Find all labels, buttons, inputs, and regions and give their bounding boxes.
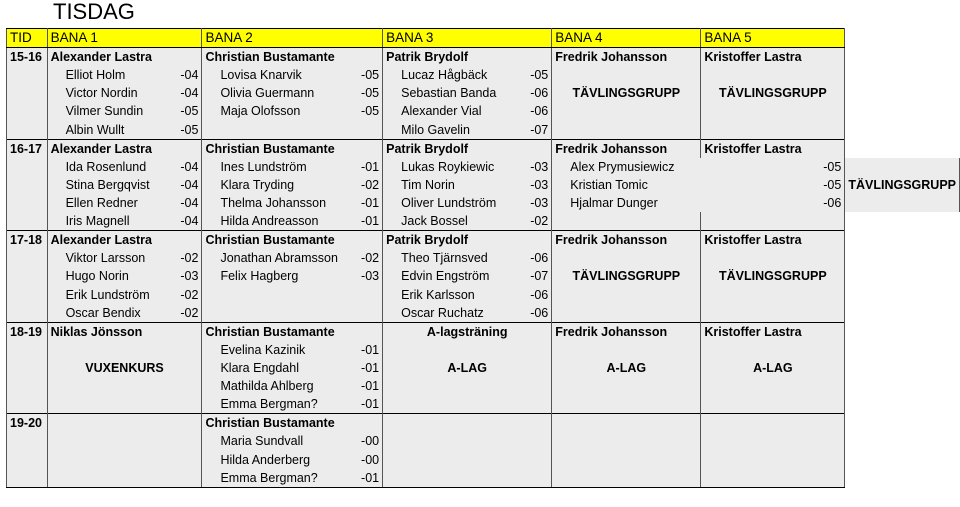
table-row: [7, 432, 960, 450]
player-name: Sebastian Banda: [383, 84, 516, 102]
empty-cell: [167, 377, 202, 395]
empty-cell: [701, 66, 845, 84]
time-cell: 18-19: [7, 322, 48, 341]
lane-1-leader: Niklas Jönsson: [47, 322, 202, 341]
player-name: Erik Lundström: [47, 286, 167, 304]
lane-4-leader: Fredrik Johansson: [552, 139, 701, 158]
time-cell: 15-16: [7, 48, 48, 67]
time-cell: [7, 469, 48, 488]
empty-cell: [167, 341, 202, 359]
birth-year: -06: [516, 102, 552, 120]
empty-cell: [552, 341, 701, 359]
table-row: [7, 249, 960, 267]
player-name: Lukas Roykiewic: [383, 158, 516, 176]
lane-1-leader: Alexander Lastra: [47, 231, 202, 250]
birth-year: -01: [347, 341, 383, 359]
time-block-leader-row: [7, 322, 960, 341]
birth-year: -02: [167, 249, 202, 267]
birth-year: -01: [347, 212, 383, 231]
time-cell: [7, 121, 48, 140]
time-cell: [7, 304, 48, 323]
birth-year: -05: [167, 121, 202, 140]
empty-cell: [347, 304, 383, 323]
table-row: [7, 395, 960, 414]
lane-1-leader: Alexander Lastra: [47, 48, 202, 67]
empty-cell: [552, 212, 701, 231]
lane-4-leader: Fredrik Johansson: [552, 322, 701, 341]
header-cell-bana-4: BANA 4: [552, 29, 701, 48]
empty-cell: [383, 395, 516, 414]
time-cell: [7, 158, 48, 176]
birth-year: -01: [347, 469, 383, 488]
player-name: Hjalmar Dunger: [552, 194, 701, 212]
birth-year: -07: [516, 267, 552, 285]
time-cell: 17-18: [7, 231, 48, 250]
time-cell: [7, 102, 48, 120]
birth-year: -06: [516, 286, 552, 304]
time-cell: [7, 194, 48, 212]
group-label: A-LAG: [383, 359, 552, 377]
player-name: Elliot Holm: [47, 66, 167, 84]
player-name: Klara Engdahl: [202, 359, 347, 377]
table-row: [7, 102, 960, 120]
birth-year: -05: [516, 66, 552, 84]
time-cell: [7, 450, 48, 468]
time-cell: [7, 176, 48, 194]
lane-5-leader: Kristoffer Lastra: [701, 322, 845, 341]
time-cell: [7, 249, 48, 267]
lane-4-leader: Fredrik Johansson: [552, 48, 701, 67]
lane-4-leader: [552, 414, 701, 433]
empty-cell: [383, 450, 516, 468]
lane-1-leader: [47, 414, 202, 433]
empty-cell: [202, 286, 347, 304]
empty-cell: [47, 341, 167, 359]
table-row: [7, 341, 960, 359]
birth-year: -05: [701, 158, 845, 176]
player-name: Olivia Guermann: [202, 84, 347, 102]
empty-cell: [701, 304, 845, 323]
group-label: A-LAG: [552, 359, 701, 377]
time-block-leader-row: [7, 231, 960, 250]
birth-year: -03: [347, 267, 383, 285]
time-block-leader-row: [7, 414, 960, 433]
birth-year: -06: [701, 194, 845, 212]
time-cell: [7, 66, 48, 84]
lane-2-leader: Christian Bustamante: [202, 231, 383, 250]
header-cell-tid: TID: [7, 29, 48, 48]
player-name: Jack Bossel: [383, 212, 516, 231]
lane-1-leader: Alexander Lastra: [47, 139, 202, 158]
empty-cell: [167, 395, 202, 414]
empty-cell: [47, 450, 167, 468]
player-name: Erik Karlsson: [383, 286, 516, 304]
empty-cell: [47, 395, 167, 414]
table-row: [7, 377, 960, 395]
table-row: [7, 84, 960, 102]
empty-cell: [701, 102, 845, 120]
player-name: Thelma Johansson: [202, 194, 347, 212]
player-name: Tim Norin: [383, 176, 516, 194]
empty-cell: [383, 432, 516, 450]
player-name: Ines Lundström: [202, 158, 347, 176]
player-name: Hilda Anderberg: [202, 450, 347, 468]
empty-cell: [516, 341, 552, 359]
empty-cell: [701, 377, 845, 395]
empty-cell: [845, 194, 960, 212]
birth-year: -01: [347, 158, 383, 176]
time-cell: [7, 341, 48, 359]
birth-year: -01: [347, 359, 383, 377]
lane-5-leader: Kristoffer Lastra: [701, 48, 845, 67]
empty-cell: [47, 432, 167, 450]
empty-cell: [552, 377, 701, 395]
player-name: Hilda Andreasson: [202, 212, 347, 231]
table-row: [7, 359, 960, 377]
table-row: [7, 304, 960, 323]
player-name: Milo Gavelin: [383, 121, 516, 140]
schedule-body: [7, 48, 960, 488]
empty-cell: [383, 469, 516, 488]
empty-cell: [701, 469, 845, 488]
table-row: [7, 450, 960, 468]
empty-cell: [701, 121, 845, 140]
player-name: Emma Bergman?: [202, 395, 347, 414]
birth-year: -06: [516, 84, 552, 102]
birth-year: -01: [347, 395, 383, 414]
empty-cell: [47, 377, 167, 395]
lane-5-leader: [701, 414, 845, 433]
group-label: VUXENKURS: [47, 359, 202, 377]
player-name: Oliver Lundström: [383, 194, 516, 212]
group-label: A-LAG: [701, 359, 845, 377]
birth-year: -06: [516, 304, 552, 323]
header-cell-bana-5: BANA 5: [701, 29, 845, 48]
empty-cell: [516, 377, 552, 395]
table-row: [7, 267, 960, 285]
empty-cell: [516, 395, 552, 414]
player-name: Vilmer Sundin: [47, 102, 167, 120]
birth-year: -04: [167, 84, 202, 102]
table-row: [7, 66, 960, 84]
empty-cell: [552, 121, 701, 140]
empty-cell: [552, 304, 701, 323]
table-row: [7, 158, 960, 176]
time-cell: [7, 359, 48, 377]
birth-year: -03: [516, 176, 552, 194]
empty-cell: [701, 432, 845, 450]
birth-year: -05: [701, 176, 845, 194]
birth-year: -03: [516, 194, 552, 212]
player-name: Oscar Ruchatz: [383, 304, 516, 323]
birth-year: -01: [347, 377, 383, 395]
table-row: [7, 194, 960, 212]
player-name: Mathilda Ahlberg: [202, 377, 347, 395]
lane-2-leader: Christian Bustamante: [202, 139, 383, 158]
birth-year: -04: [167, 66, 202, 84]
lane-3-leader: Patrik Brydolf: [383, 231, 552, 250]
birth-year: -03: [516, 158, 552, 176]
birth-year: -04: [167, 158, 202, 176]
empty-cell: [202, 121, 347, 140]
birth-year: -02: [347, 176, 383, 194]
empty-cell: [701, 249, 845, 267]
player-name: Albin Wullt: [47, 121, 167, 140]
group-label: TÄVLINGSGRUPP: [552, 84, 701, 102]
birth-year: -00: [347, 450, 383, 468]
group-label: TÄVLINGSGRUPP: [701, 84, 845, 102]
empty-cell: [516, 469, 552, 488]
player-name: Evelina Kazinik: [202, 341, 347, 359]
player-name: Oscar Bendix: [47, 304, 167, 323]
time-cell: [7, 84, 48, 102]
empty-cell: [516, 432, 552, 450]
birth-year: -04: [167, 212, 202, 231]
birth-year: -04: [167, 176, 202, 194]
empty-cell: [552, 395, 701, 414]
empty-cell: [552, 432, 701, 450]
time-cell: 16-17: [7, 139, 48, 158]
birth-year: -05: [347, 102, 383, 120]
group-label: TÄVLINGSGRUPP: [552, 267, 701, 285]
player-name: Victor Nordin: [47, 84, 167, 102]
lane-3-leader: Patrik Brydolf: [383, 139, 552, 158]
empty-cell: [552, 469, 701, 488]
empty-cell: [47, 469, 167, 488]
time-block-leader-row: [7, 48, 960, 67]
birth-year: -02: [516, 212, 552, 231]
empty-cell: [701, 450, 845, 468]
player-name: Maria Sundvall: [202, 432, 347, 450]
empty-cell: [552, 450, 701, 468]
empty-cell: [701, 212, 845, 231]
player-name: Klara Tryding: [202, 176, 347, 194]
player-name: Felix Hagberg: [202, 267, 347, 285]
lane-2-leader: Christian Bustamante: [202, 322, 383, 341]
header-cell-bana-2: BANA 2: [202, 29, 383, 48]
birth-year: -02: [347, 249, 383, 267]
empty-cell: [701, 395, 845, 414]
birth-year: -02: [167, 304, 202, 323]
page-title: TISDAG: [53, 0, 135, 24]
group-label: TÄVLINGSGRUPP: [701, 267, 845, 285]
empty-cell: [167, 450, 202, 468]
lane-3-leader: A-lagsträning: [383, 322, 552, 341]
header-cell-bana-1: BANA 1: [47, 29, 202, 48]
birth-year: -04: [167, 194, 202, 212]
player-name: Alex Prymusiewicz: [552, 158, 701, 176]
table-row: [7, 286, 960, 304]
empty-cell: [202, 304, 347, 323]
birth-year: -07: [516, 121, 552, 140]
lane-2-leader: Christian Bustamante: [202, 48, 383, 67]
time-cell: [7, 267, 48, 285]
empty-cell: [845, 158, 960, 176]
player-name: Iris Magnell: [47, 212, 167, 231]
player-name: Jonathan Abramsson: [202, 249, 347, 267]
player-name: Lovisa Knarvik: [202, 66, 347, 84]
birth-year: -06: [516, 249, 552, 267]
empty-cell: [383, 377, 516, 395]
time-block-leader-row: [7, 139, 960, 158]
empty-cell: [516, 450, 552, 468]
time-cell: [7, 377, 48, 395]
time-cell: [7, 212, 48, 231]
birth-year: -05: [347, 66, 383, 84]
empty-cell: [552, 66, 701, 84]
lane-5-leader: Kristoffer Lastra: [701, 231, 845, 250]
header-cell-bana-3: BANA 3: [383, 29, 552, 48]
lane-3-leader: [383, 414, 552, 433]
header-row: [7, 29, 960, 48]
empty-cell: [701, 341, 845, 359]
player-name: Emma Bergman?: [202, 469, 347, 488]
player-name: Edvin Engström: [383, 267, 516, 285]
table-row: [7, 121, 960, 140]
table-row: [7, 212, 960, 231]
empty-cell: [347, 121, 383, 140]
time-cell: 19-20: [7, 414, 48, 433]
player-name: Hugo Norin: [47, 267, 167, 285]
lane-2-leader: Christian Bustamante: [202, 414, 383, 433]
player-name: Kristian Tomic: [552, 176, 701, 194]
player-name: Lucaz Hågbäck: [383, 66, 516, 84]
birth-year: -03: [167, 267, 202, 285]
empty-cell: [552, 286, 701, 304]
birth-year: -00: [347, 432, 383, 450]
table-row: [7, 176, 960, 194]
player-name: Viktor Larsson: [47, 249, 167, 267]
player-name: Ellen Redner: [47, 194, 167, 212]
player-name: Ida Rosenlund: [47, 158, 167, 176]
birth-year: -02: [167, 286, 202, 304]
empty-cell: [167, 432, 202, 450]
empty-cell: [347, 286, 383, 304]
empty-cell: [552, 249, 701, 267]
player-name: Maja Olofsson: [202, 102, 347, 120]
lane-4-leader: Fredrik Johansson: [552, 231, 701, 250]
time-cell: [7, 432, 48, 450]
birth-year: -05: [167, 102, 202, 120]
time-cell: [7, 286, 48, 304]
birth-year: -01: [347, 194, 383, 212]
player-name: Alexander Vial: [383, 102, 516, 120]
lane-3-leader: Patrik Brydolf: [383, 48, 552, 67]
lane-5-leader: Kristoffer Lastra: [701, 139, 845, 158]
player-name: Stina Bergqvist: [47, 176, 167, 194]
birth-year: -05: [347, 84, 383, 102]
group-label: TÄVLINGSGRUPP: [845, 176, 960, 194]
time-cell: [7, 395, 48, 414]
empty-cell: [701, 286, 845, 304]
player-name: Theo Tjärnsved: [383, 249, 516, 267]
table-row: [7, 469, 960, 488]
empty-cell: [552, 102, 701, 120]
empty-cell: [383, 341, 516, 359]
schedule-table: [6, 28, 960, 488]
empty-cell: [167, 469, 202, 488]
